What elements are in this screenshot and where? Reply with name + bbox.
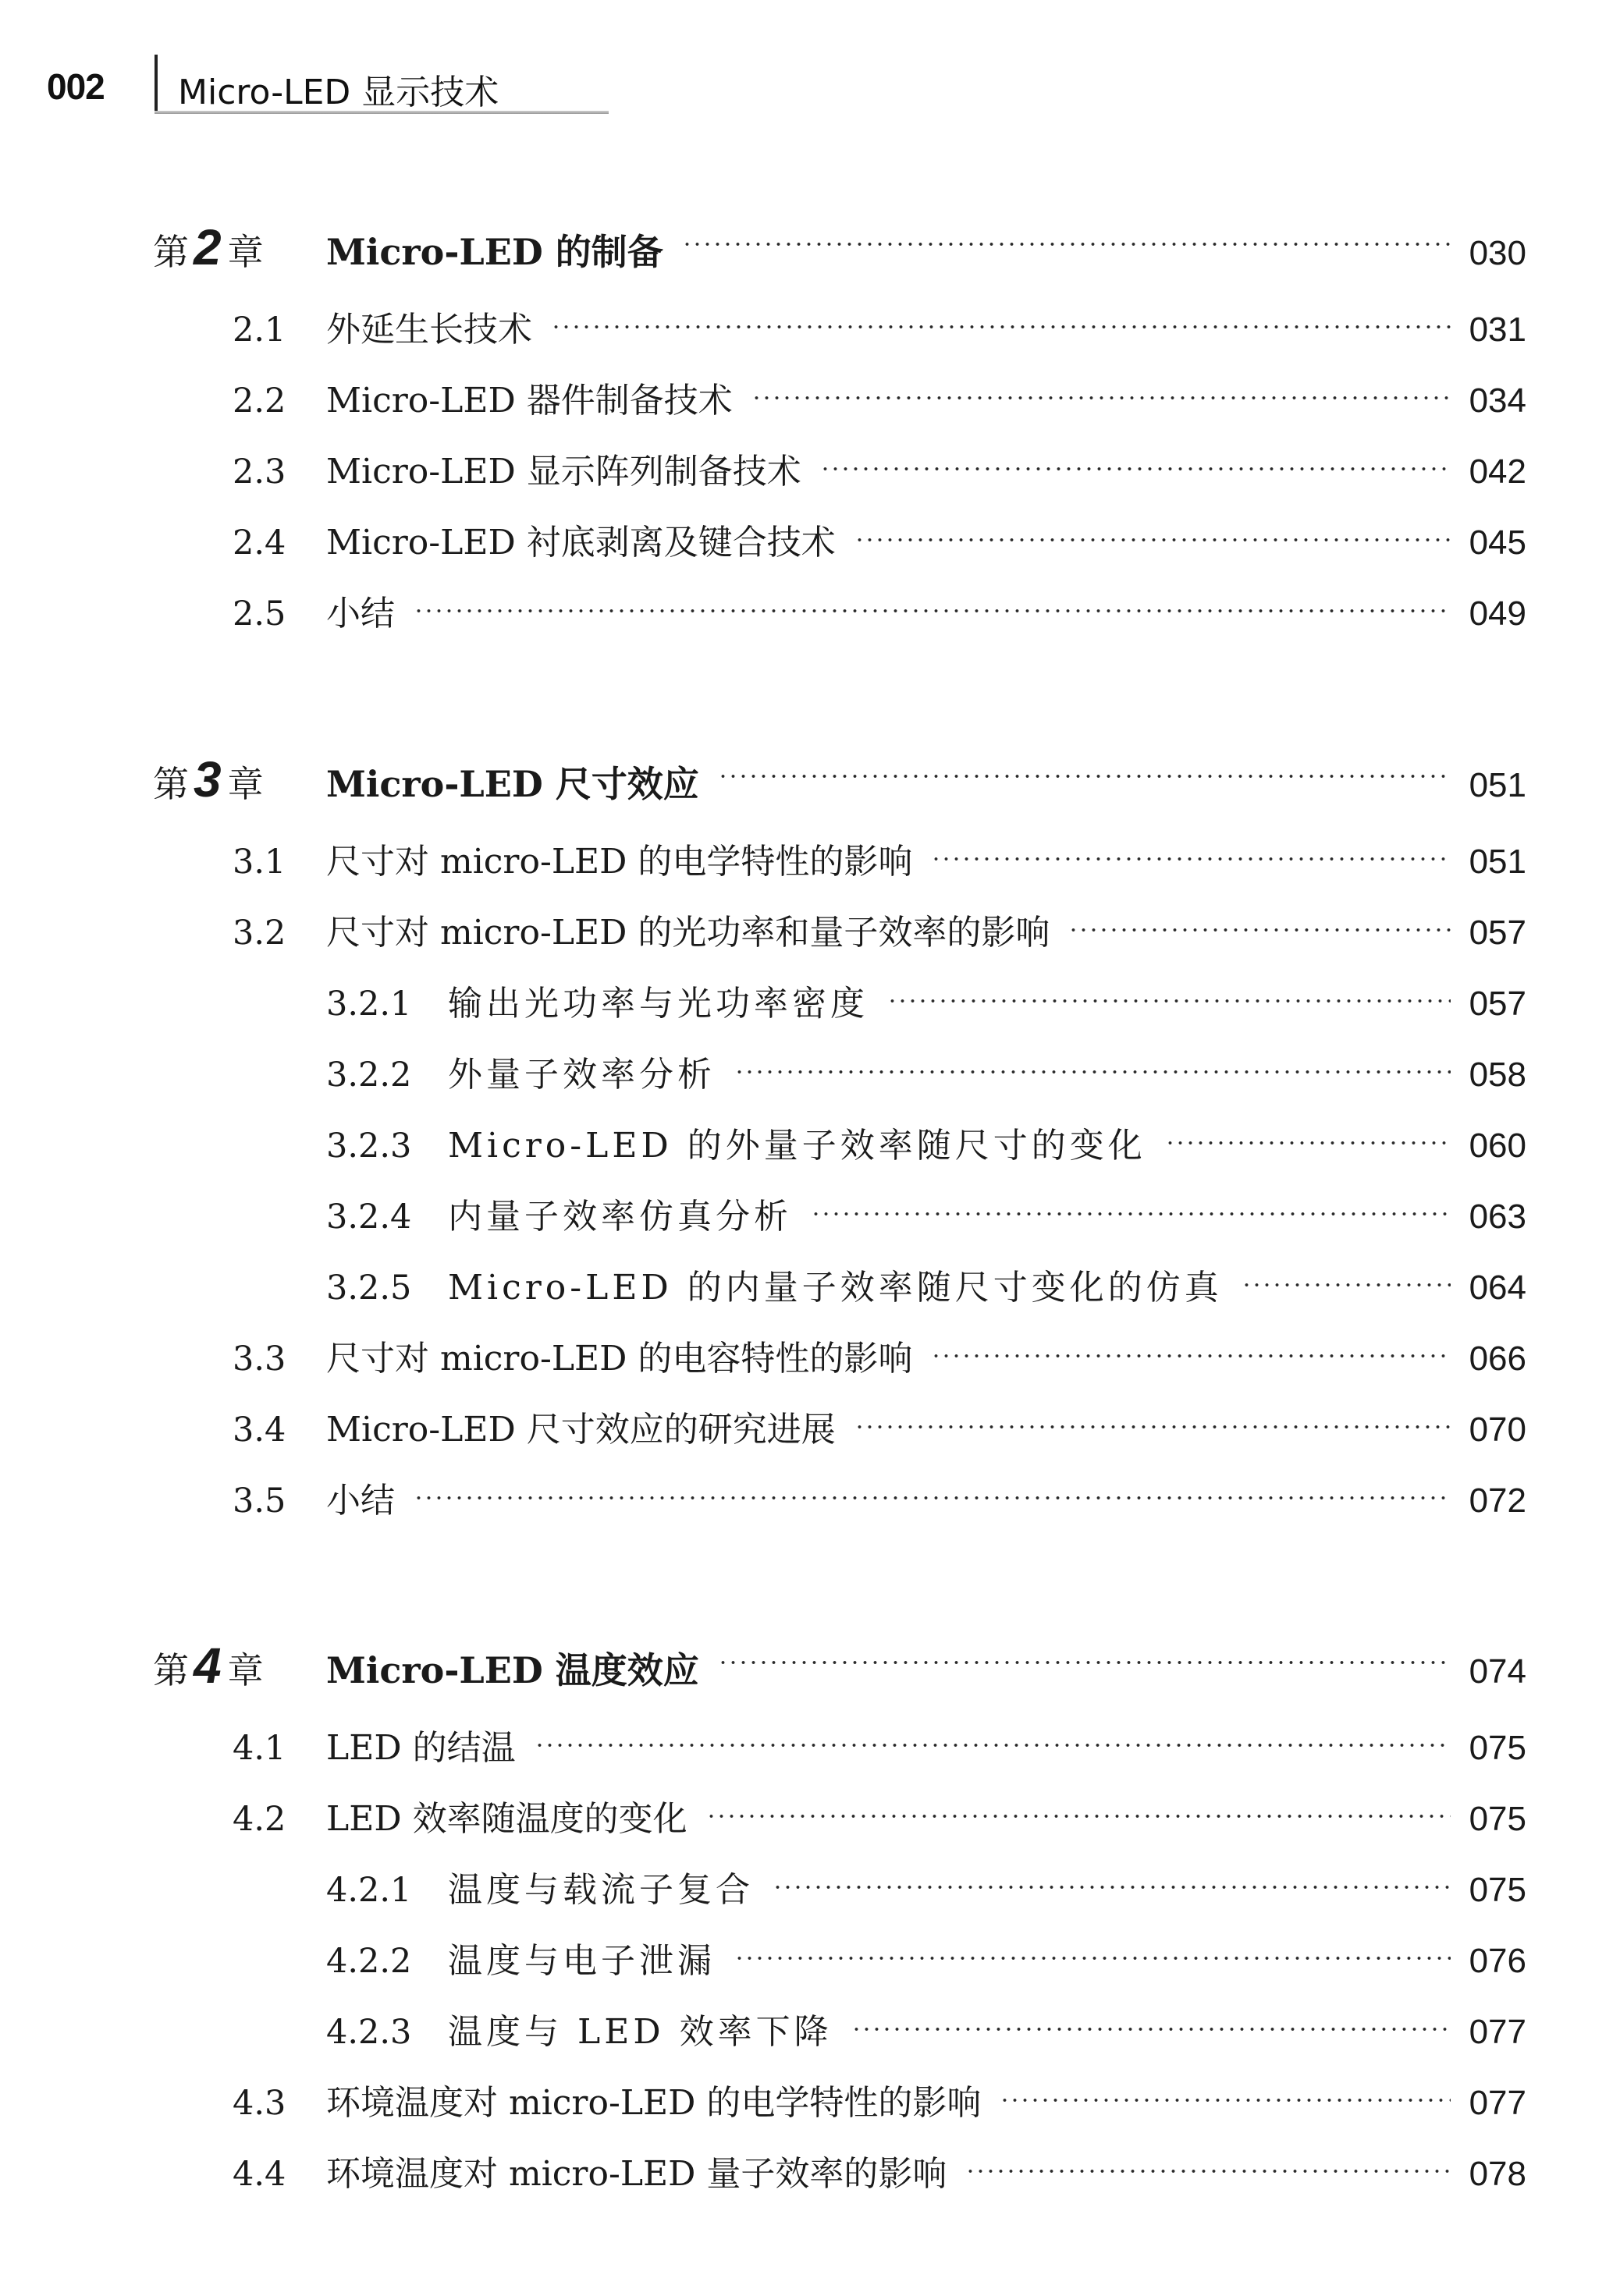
dot-leader (773, 1868, 1451, 1902)
section-title: Micro-LED 衬底剥离及键合技术 (326, 523, 836, 562)
chapter-label-prefix: 第 (153, 1649, 189, 1691)
subsection-title: 温度与载流子复合 (448, 1870, 754, 1910)
toc-section-row[interactable] (233, 1719, 1526, 1766)
dot-leader (551, 307, 1451, 342)
section-title: 环境温度对 micro-LED 量子效率的影响 (326, 2154, 947, 2194)
chapter-number: 3 (194, 751, 220, 807)
subsection-number: 3.2.3 (326, 1127, 412, 1166)
dot-leader (1242, 1265, 1451, 1300)
subsection-title: Micro-LED 的内量子效率随尺寸变化的仿真 (448, 1268, 1223, 1308)
entry-page-number: 066 (1469, 1340, 1526, 1378)
dot-leader (965, 2152, 1450, 2186)
dot-leader (931, 839, 1450, 874)
toc-section-row[interactable] (233, 1330, 1526, 1377)
entry-page-number: 034 (1469, 381, 1526, 420)
section-number: 3.5 (233, 1482, 286, 1521)
page-header (47, 55, 577, 125)
dot-leader (734, 1939, 1451, 1973)
chapter-label-suffix: 章 (227, 231, 264, 273)
entry-page-number: 076 (1469, 1942, 1526, 1980)
dot-leader (820, 449, 1451, 484)
dot-leader (887, 981, 1451, 1016)
dot-leader (414, 1478, 1451, 1513)
toc-section-row[interactable] (233, 1790, 1526, 1837)
toc-subsection-row[interactable] (326, 975, 1526, 1022)
toc-subsection-row[interactable] (326, 2003, 1526, 2050)
section-number: 3.2 (233, 914, 286, 953)
subsection-title: 外量子效率分析 (448, 1055, 716, 1095)
entry-page-number: 057 (1469, 914, 1526, 952)
section-title: 尺寸对 micro-LED 的电学特性的影响 (326, 842, 913, 882)
subsection-number: 3.2.5 (326, 1269, 412, 1308)
section-number: 3.3 (233, 1340, 286, 1379)
dot-leader (535, 1726, 1451, 1760)
section-title: 环境温度对 micro-LED 的电学特性的影响 (326, 2083, 982, 2123)
dot-leader (811, 1194, 1451, 1229)
section-number: 4.3 (233, 2084, 286, 2123)
section-number: 2.5 (233, 594, 286, 633)
chapter-label (153, 751, 326, 808)
toc-subsection-row[interactable] (326, 1861, 1526, 1908)
section-number: 4.4 (233, 2155, 286, 2194)
toc-section-row[interactable] (233, 372, 1526, 419)
toc-section-row[interactable] (233, 833, 1526, 880)
chapter-title: Micro-LED 尺寸效应 (326, 763, 699, 805)
subsection-number: 4.2.1 (326, 1871, 412, 1910)
section-number: 2.1 (233, 311, 286, 350)
toc-chapter-row[interactable] (153, 1637, 1526, 1694)
chapter-page-number: 074 (1469, 1652, 1526, 1691)
subsection-number: 4.2.3 (326, 2013, 412, 2052)
toc-subsection-row[interactable] (326, 1932, 1526, 1979)
page-number: 002 (47, 66, 105, 107)
section-number: 2.2 (233, 381, 286, 421)
dot-leader (854, 520, 1451, 555)
chapter-page-number: 030 (1469, 234, 1526, 272)
dot-leader (706, 1797, 1451, 1831)
toc-section-row[interactable] (233, 585, 1526, 632)
chapter-title: Micro-LED 的制备 (326, 231, 663, 273)
section-number: 2.4 (233, 523, 286, 562)
toc-subsection-row[interactable] (326, 1259, 1526, 1306)
dot-leader (718, 1643, 1451, 1677)
toc-chapter-row[interactable] (153, 751, 1526, 807)
entry-page-number: 078 (1469, 2155, 1526, 2193)
toc-section-row[interactable] (233, 2145, 1526, 2192)
section-number: 3.1 (233, 843, 286, 882)
toc-section-row[interactable] (233, 443, 1526, 490)
entry-page-number: 057 (1469, 985, 1526, 1023)
entry-page-number: 077 (1469, 2084, 1526, 2122)
subsection-title: 内量子效率仿真分析 (448, 1197, 792, 1237)
dot-leader (751, 378, 1451, 413)
toc-subsection-row[interactable] (326, 1117, 1526, 1164)
subsection-title: 输出光功率与光功率密度 (448, 984, 869, 1024)
entry-page-number: 042 (1469, 452, 1526, 491)
entry-page-number: 058 (1469, 1056, 1526, 1094)
dot-leader (1068, 910, 1450, 945)
toc-section-row[interactable] (233, 2074, 1526, 2121)
dot-leader (931, 1336, 1450, 1371)
chapter-label-suffix: 章 (227, 763, 264, 805)
entry-page-number: 049 (1469, 594, 1526, 633)
subsection-title: Micro-LED 的外量子效率随尺寸的变化 (448, 1126, 1146, 1166)
toc-section-row[interactable] (233, 1472, 1526, 1519)
section-title: 小结 (326, 594, 395, 633)
chapter-page-number: 051 (1469, 766, 1526, 804)
section-title: Micro-LED 器件制备技术 (326, 381, 733, 421)
entry-page-number: 045 (1469, 523, 1526, 562)
subsection-number: 4.2.2 (326, 1942, 412, 1981)
dot-leader (1000, 2081, 1450, 2115)
toc-section-row[interactable] (233, 1401, 1526, 1448)
toc-subsection-row[interactable] (326, 1046, 1526, 1093)
toc-section-row[interactable] (233, 904, 1526, 951)
section-title: 小结 (326, 1481, 395, 1521)
chapter-label-suffix: 章 (227, 1649, 264, 1691)
section-number: 2.3 (233, 452, 286, 491)
header-divider (155, 55, 158, 114)
toc-chapter-row[interactable] (153, 218, 1526, 275)
entry-page-number: 051 (1469, 843, 1526, 881)
entry-page-number: 077 (1469, 2013, 1526, 2051)
chapter-label-prefix: 第 (153, 231, 189, 273)
dot-leader (718, 757, 1451, 791)
section-title: 尺寸对 micro-LED 的光功率和量子效率的影响 (326, 913, 1050, 953)
dot-leader (414, 591, 1451, 626)
chapter-number: 4 (194, 1638, 220, 1694)
section-number: 4.1 (233, 1729, 286, 1768)
subsection-title: 温度与电子泄漏 (448, 1941, 716, 1981)
subsection-number: 3.2.1 (326, 985, 412, 1024)
dot-leader (851, 2010, 1451, 2044)
section-title: 尺寸对 micro-LED 的电容特性的影响 (326, 1339, 913, 1379)
dot-leader (1165, 1123, 1451, 1158)
section-title: 外延生长技术 (326, 310, 532, 350)
chapter-title: Micro-LED 温度效应 (326, 1649, 699, 1691)
section-title: Micro-LED 尺寸效应的研究进展 (326, 1410, 836, 1450)
entry-page-number: 031 (1469, 311, 1526, 349)
chapter-label (153, 218, 326, 276)
chapter-label (153, 1637, 326, 1694)
chapter-label-prefix: 第 (153, 763, 189, 805)
dot-leader (734, 1052, 1451, 1087)
running-book-title: Micro-LED 显示技术 (178, 73, 499, 112)
section-number: 4.2 (233, 1800, 286, 1839)
section-number: 3.4 (233, 1411, 286, 1450)
subsection-number: 3.2.2 (326, 1056, 412, 1095)
entry-page-number: 075 (1469, 1871, 1526, 1909)
entry-page-number: 072 (1469, 1482, 1526, 1520)
dot-leader (854, 1407, 1451, 1442)
subsection-title: 温度与 LED 效率下降 (448, 2012, 833, 2052)
section-title: Micro-LED 显示阵列制备技术 (326, 452, 801, 491)
entry-page-number: 075 (1469, 1800, 1526, 1838)
entry-page-number: 060 (1469, 1127, 1526, 1165)
toc-section-row[interactable] (233, 301, 1526, 348)
toc-subsection-row[interactable] (326, 1188, 1526, 1235)
toc-section-row[interactable] (233, 514, 1526, 561)
chapter-number: 2 (194, 219, 220, 275)
entry-page-number: 075 (1469, 1729, 1526, 1767)
entry-page-number: 070 (1469, 1411, 1526, 1449)
section-title: LED 的结温 (326, 1728, 516, 1768)
entry-page-number: 064 (1469, 1269, 1526, 1307)
subsection-number: 3.2.4 (326, 1198, 412, 1237)
section-title: LED 效率随温度的变化 (326, 1799, 687, 1839)
entry-page-number: 063 (1469, 1198, 1526, 1236)
dot-leader (682, 225, 1451, 259)
